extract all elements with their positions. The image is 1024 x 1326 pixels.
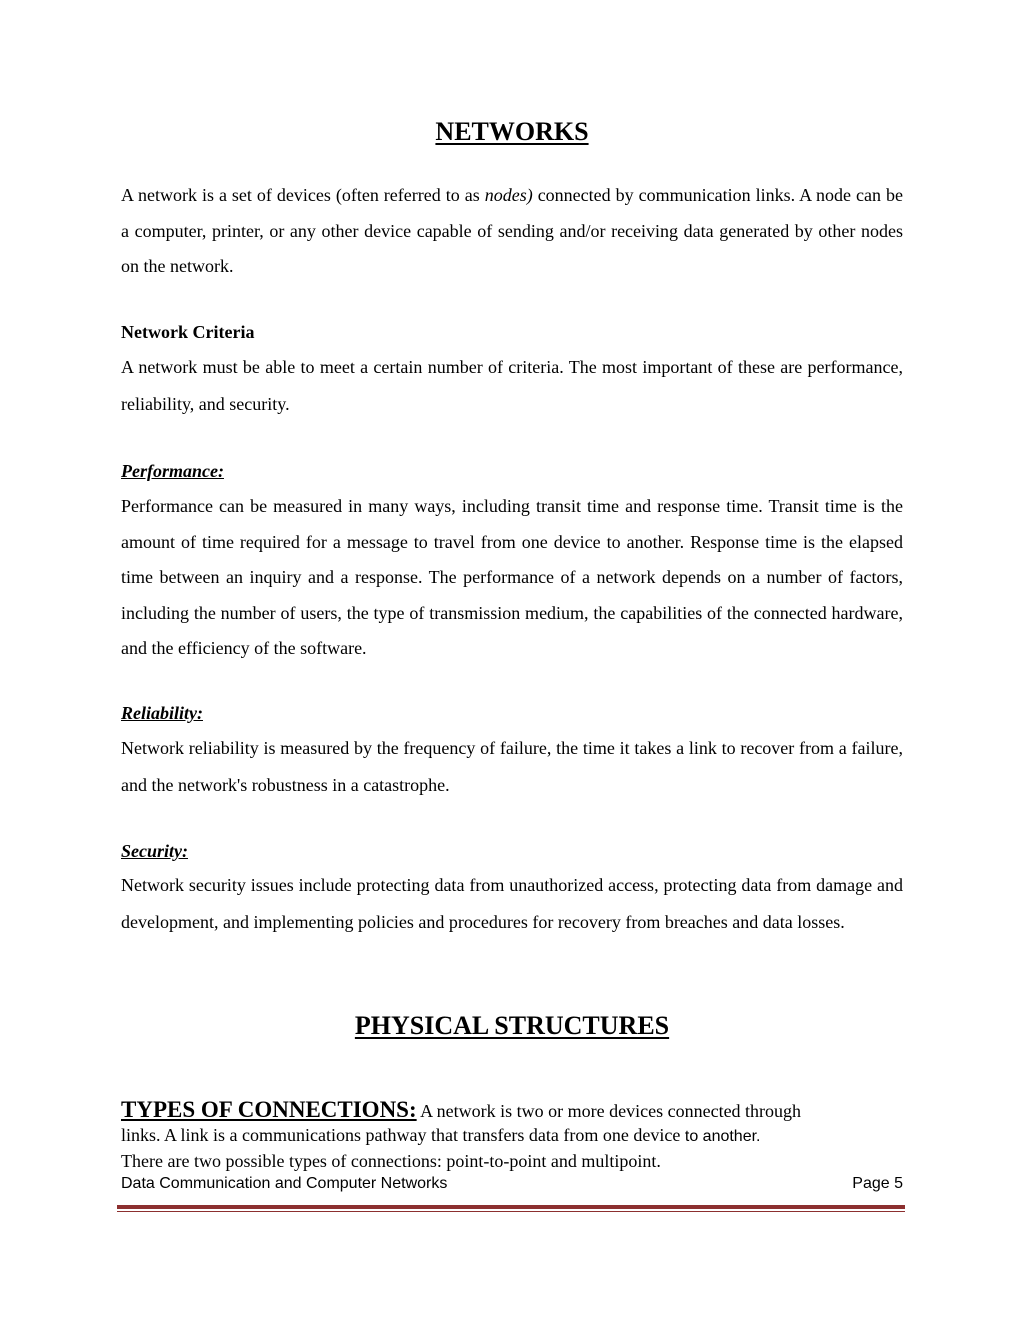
physical-structures-heading: PHYSICAL STRUCTURES [354, 1011, 670, 1040]
page-title-networks: NETWORKS [435, 117, 589, 146]
performance-paragraph: Performance can be measured in many ways, including transit time and response time. Transit time is the amount of time required for a message to travel from one device to another. Response time is the elapsed time between an inquiry and a response. The performance of a network depends on a number of factors, including the number of users, the type of transmission medium, the capabilities of the connected hardware, and the efficiency of the software. [121, 496, 903, 658]
security-paragraph: Network security issues include protecting data from unauthorized access, protecting data from damage and development, and implementing policies and procedures for recovery from breaches and data losses. [121, 875, 903, 932]
network-criteria-heading: Network Criteria [121, 322, 255, 342]
intro-paragraph: A network is a set of devices (often referred to as nodes) connected by communication links. A node can be a computer, printer, or any other device capable of sending and/or receiving data generated by other nodes on the network. [121, 185, 903, 276]
reliability-heading: Reliability: [121, 703, 203, 723]
types-of-connections-heading: TYPES OF CONNECTIONS: [121, 1097, 417, 1122]
network-criteria-paragraph: A network must be able to meet a certain number of criteria. The most important of these are performance, reliability, and security. [121, 357, 903, 414]
performance-heading: Performance: [121, 461, 224, 481]
page-footer [121, 1175, 903, 1193]
security-heading: Security: [121, 841, 188, 861]
footer-divider-thin [117, 1211, 905, 1212]
footer-document-title: Data Communication and Computer Networks [121, 1175, 448, 1192]
types-of-connections-paragraph: TYPES OF CONNECTIONS: A network is two or more devices connected through links. A link is a communications pathway that transfers data from one device to another. There are two possible types of connections: point-to-point and multipoint. [121, 1097, 802, 1171]
reliability-paragraph: Network reliability is measured by the frequency of failure, the time it takes a link to recover from a failure, and the network's robustness in a catastrophe. [121, 738, 903, 795]
footer-divider-thick [117, 1205, 905, 1209]
footer-page-number: Page 5 [852, 1175, 903, 1192]
